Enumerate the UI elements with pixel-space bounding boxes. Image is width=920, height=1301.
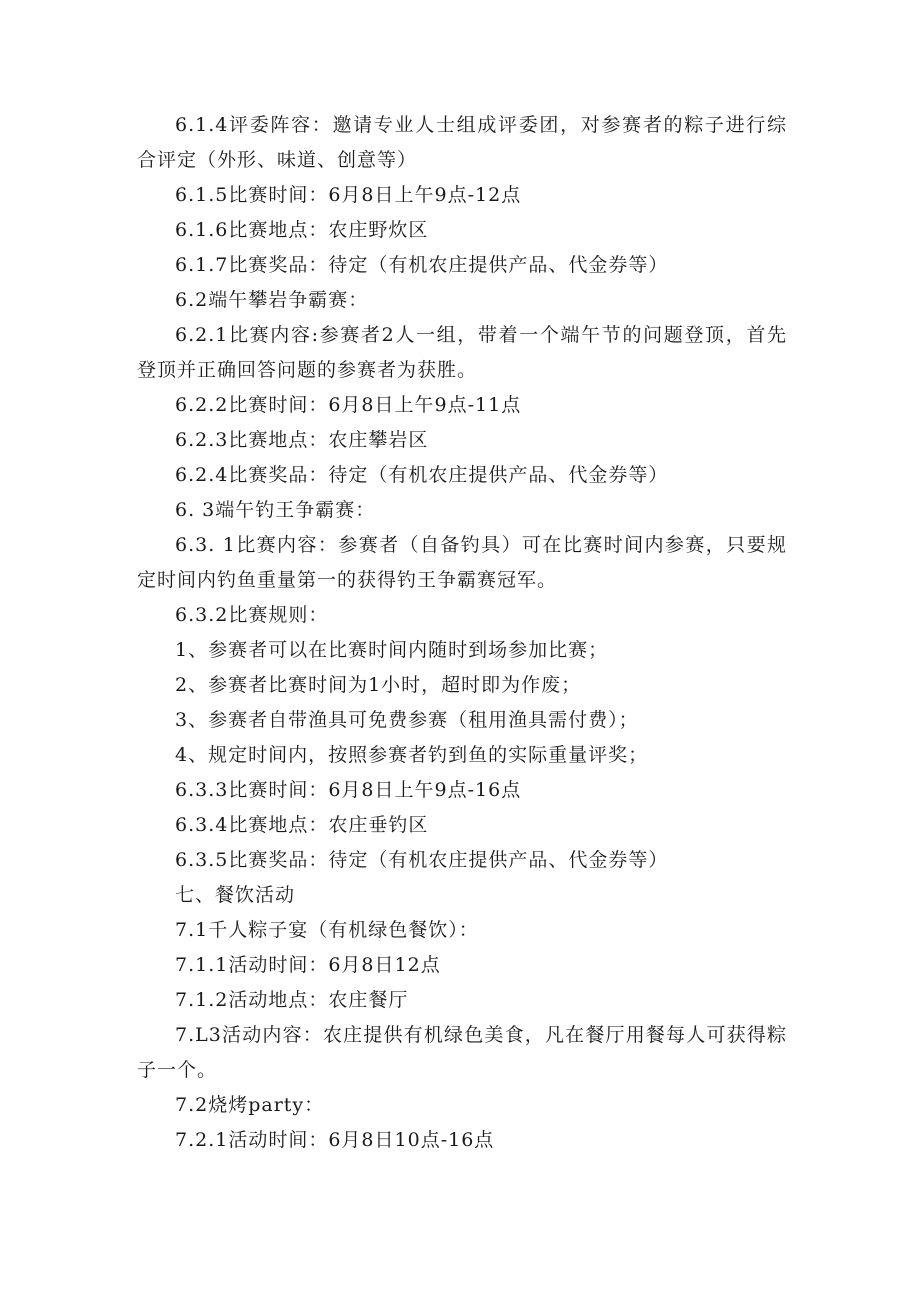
paragraph-6-1-4: 6.1.4评委阵容：邀请专业人士组成评委团，对参赛者的粽子进行综合评定（外形、味道、创意等）	[137, 114, 787, 171]
paragraph-7-1-1: 7.1.1活动时间：6月8日12点	[175, 954, 441, 976]
heading-6-2: 6.2端午攀岩争霸赛：	[175, 289, 369, 311]
rule-item-3: 3、参赛者自带渔具可免费参赛（租用渔具需付费）；	[175, 709, 639, 731]
heading-7-2: 7.2烧烤party：	[175, 1094, 325, 1116]
rule-item-4: 4、规定时间内，按照参赛者钓到鱼的实际重量评奖；	[175, 744, 649, 766]
document-body	[137, 108, 787, 1158]
heading-6-3: 6. 3端午钓王争霸赛：	[175, 499, 376, 521]
paragraph-6-2-1: 6.2.1比赛内容:参赛者2人一组，带着一个端午节的问题登顶，首先登顶并正确回答问题的参赛者为获胜。	[137, 324, 787, 381]
paragraph-6-2-3: 6.2.3比赛地点：农庄攀岩区	[175, 429, 429, 451]
paragraph-6-3-3: 6.3.3比赛时间：6月8日上午9点-16点	[175, 779, 522, 801]
paragraph-6-3-5: 6.3.5比赛奖品：待定（有机农庄提供产品、代金券等）	[175, 849, 669, 871]
heading-7-1: 7.1千人粽子宴（有机绿色餐饮）：	[175, 919, 479, 941]
paragraph-7-2-1: 7.2.1活动时间：6月8日10点-16点	[175, 1129, 495, 1151]
rule-item-1: 1、参赛者可以在比赛时间内随时到场参加比赛；	[175, 639, 609, 661]
heading-section-7: 七、餐饮活动	[175, 884, 296, 906]
paragraph-6-1-6: 6.1.6比赛地点：农庄野炊区	[175, 219, 429, 241]
rule-item-2: 2、参赛者比赛时间为1小时，超时即为作废；	[175, 674, 582, 696]
paragraph-7-1-2: 7.1.2活动地点：农庄餐厅	[175, 989, 409, 1011]
paragraph-6-1-5: 6.1.5比赛时间：6月8日上午9点-12点	[175, 184, 522, 206]
paragraph-6-3-2: 6.3.2比赛规则：	[175, 604, 329, 626]
paragraph-6-1-7: 6.1.7比赛奖品：待定（有机农庄提供产品、代金券等）	[175, 254, 669, 276]
paragraph-6-3-1: 6.3. 1比赛内容：参赛者（自备钓具）可在比赛时间内参赛，只要规定时间内钓鱼重量第一的获得钓王争霸赛冠军。	[137, 534, 787, 591]
paragraph-6-3-4: 6.3.4比赛地点：农庄垂钓区	[175, 814, 429, 836]
paragraph-6-2-2: 6.2.2比赛时间：6月8日上午9点-11点	[175, 394, 522, 416]
paragraph-7-1-3: 7.L3活动内容：农庄提供有机绿色美食，凡在餐厅用餐每人可获得粽子一个。	[137, 1024, 787, 1081]
paragraph-6-2-4: 6.2.4比赛奖品：待定（有机农庄提供产品、代金券等）	[175, 464, 669, 486]
